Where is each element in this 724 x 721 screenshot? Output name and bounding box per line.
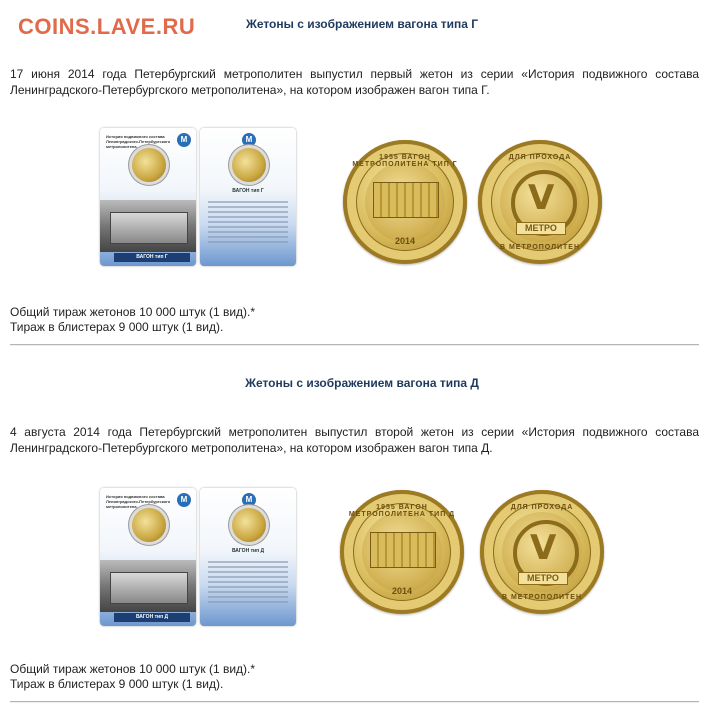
coin-rim-text-top: ДЛЯ ПРОХОДА <box>508 154 572 161</box>
blister-card-back-d <box>200 488 296 626</box>
coin-year: 2014 <box>394 236 416 246</box>
token-slot <box>132 508 166 542</box>
token-slot <box>232 508 266 542</box>
blister-card-back-g <box>200 128 296 266</box>
card-caption: ВАГОН тип Г <box>232 188 264 194</box>
stats-g <box>10 305 255 335</box>
train-image <box>110 572 188 604</box>
blister-card-front-d <box>100 488 196 626</box>
token-slot <box>132 148 166 182</box>
section-title-d: Жетоны с изображением вагона типа Д <box>245 376 479 390</box>
card-caption: ВАГОН тип Д <box>114 613 190 622</box>
card-header-text: История подвижного состава Ленинградского-Петербургского метрополитена <box>106 134 171 149</box>
stat-total: Общий тираж жетонов 10 000 штук (1 вид).* <box>10 305 256 319</box>
divider <box>10 701 699 703</box>
metro-logo-icon: M <box>242 493 256 507</box>
card-caption: ВАГОН тип Д <box>231 548 265 554</box>
coin-year: 2014 <box>391 586 413 596</box>
coin-metro-label: МЕТРО <box>516 222 566 235</box>
wagon-relief <box>370 532 436 568</box>
coin-rim-text-top: ДЛЯ ПРОХОДА <box>510 504 574 511</box>
token-reverse-g <box>478 140 602 264</box>
token-reverse-d <box>480 490 604 614</box>
coin-rim-text: 1955 ВАГОН МЕТРОПОЛИТЕНА ТИП Д <box>348 504 456 518</box>
metro-v-logo-icon: V <box>511 170 577 236</box>
stat-blister: Тираж в блистерах 9 000 штук (1 вид). <box>10 677 224 691</box>
metro-logo-icon: M <box>177 493 191 507</box>
train-image <box>110 212 188 244</box>
wagon-relief <box>373 182 439 218</box>
card-header-text: История подвижного состава Ленинградского-Петербургского метрополитена <box>106 494 171 509</box>
stat-blister: Тираж в блистерах 9 000 штук (1 вид). <box>10 320 224 334</box>
token-obverse-d <box>340 490 464 614</box>
section-title-g: Жетоны с изображением вагона типа Г <box>245 17 479 31</box>
token-obverse-g <box>343 140 467 264</box>
metro-logo-icon: M <box>242 133 256 147</box>
stat-total: Общий тираж жетонов 10 000 штук (1 вид).* <box>10 662 256 676</box>
divider <box>10 344 699 346</box>
coin-rim-text: 1955 ВАГОН МЕТРОПОЛИТЕНА ТИП Г <box>352 154 458 168</box>
token-slot <box>232 148 266 182</box>
coin-metro-label: МЕТРО <box>518 572 568 585</box>
site-watermark: COINS.LAVE.RU <box>18 14 196 39</box>
metro-logo-icon: M <box>177 133 191 147</box>
section-paragraph-d: 4 августа 2014 года Петербургский метрополитен выпустил второй жетон из серии «История подвижного состава Ленинградского-Петербургского метрополитена», на котором изображен вагон типа Д. <box>10 425 699 455</box>
card-description-lines <box>208 198 288 254</box>
card-description-lines <box>208 558 288 614</box>
coin-rim-text-bottom: В МЕТРОПОЛИТЕН <box>501 594 583 601</box>
section-paragraph-g: 17 июня 2014 года Петербургский метрополитен выпустил первый жетон из серии «История подвижного состава Ленинградского-Петербургского метрополитена», на котором изображен вагон типа Г. <box>10 67 699 97</box>
card-caption: ВАГОН тип Г <box>114 253 190 262</box>
blister-card-front-g <box>100 128 196 266</box>
metro-v-logo-icon: V <box>513 520 579 586</box>
coin-rim-text-bottom: В МЕТРОПОЛИТЕН <box>499 244 581 251</box>
stats-d <box>10 662 255 692</box>
